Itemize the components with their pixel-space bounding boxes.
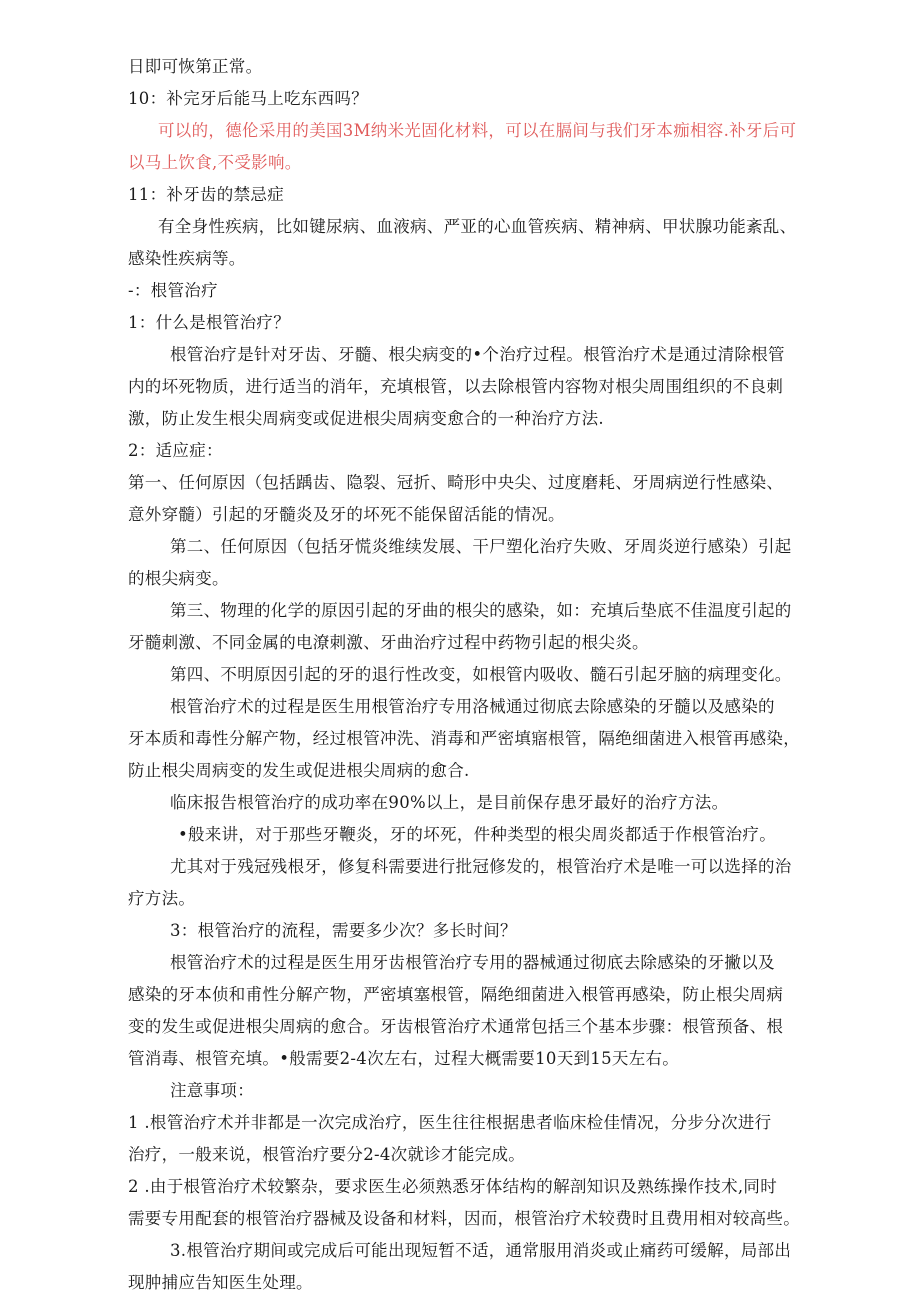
text-line: 根管治疗术的过程是医生用根管治疗专用洛械通过彻底去除感染的牙髓以及感染的 — [170, 697, 775, 716]
text-line: 感染的牙本侦和甫性分解产物，严密填塞根管，隔绝细菌进入根管再感染，防止根尖周病 — [128, 985, 784, 1004]
text-line: 激，防止发生根尖周病变或促进根尖周病变愈合的一种治疗方法. — [128, 409, 604, 428]
text-line: 第三、物理的化学的原因引起的牙曲的根尖的感染，如：充填后垫底不佳温度引起的 — [170, 601, 792, 620]
text-line: 感染性疾病等。 — [128, 249, 246, 268]
text-line: 变的发生或促进根尖周病的愈合。牙齿根管治疗术通常包括三个基本步骤：根管预备、根 — [128, 1017, 784, 1036]
highlighted-answer-line: 以马上饮食,不受影响。 — [128, 153, 302, 172]
text-line: 意外穿髓）引起的牙髓炎及牙的坏死不能保留活能的情况。 — [128, 505, 565, 524]
question-heading: 10：补完牙后能马上吃东西吗？ — [128, 89, 368, 108]
text-line: 日即可恢第正常。 — [128, 57, 263, 76]
notes-heading: 注意事项： — [170, 1081, 254, 1100]
note-item: 2 .由于根管治疗术较繁杂，要求医生必须熟悉牙体结构的解剖知识及熟练操作技术,同时 — [128, 1177, 778, 1196]
text-line: 防止根尖周病变的发生或促进根尖周病的愈合. — [128, 761, 470, 780]
question-heading: 1：什么是根管治疗？ — [128, 313, 290, 332]
text-line: 现肿捕应告知医生处理。 — [128, 1273, 313, 1292]
question-heading: 3：根管治疗的流程，需要多少次？多长时间？ — [170, 921, 517, 940]
question-heading: 2：适应症： — [128, 441, 223, 460]
section-heading: -：根管治疗 — [128, 281, 218, 300]
text-line: 牙本质和毒性分解产物，经过根管冲洗、消毒和严密填寤根管，隔绝细菌进入根管再感染， — [128, 729, 800, 748]
text-line: 尤其对于残冠残根牙，修复科需要进行批冠修发的，根管治疗术是唯一可以选择的治 — [170, 857, 792, 876]
text-line: 的根尖病变。 — [128, 569, 229, 588]
text-line: 管消毒、根管充填。•般需要2-4次左右，过程大概需要10天到15天左右。 — [128, 1049, 680, 1068]
text-line: 第四、不明原因引起的牙的退行性改变，如根管内吸收、髓石引起牙脑的病理变化。 — [170, 665, 792, 684]
text-line: 根管治疗术的过程是医生用牙齿根管治疗专用的器械通过彻底去除感染的牙撇以及 — [170, 953, 775, 972]
highlighted-answer-line: 可以的，德伦采用的美国3M纳米光固化材料，可以在膈间与我们牙本痂相容.补牙后可 — [158, 121, 797, 140]
note-item: 1 .根管治疗术并非都是一次完成治疗，医生往往根据患者临床检佳情况，分步分次进行 — [128, 1113, 772, 1132]
text-line: 疗方法。 — [128, 889, 196, 908]
text-line: 临床报告根管治疗的成功率在90%以上，是目前保存患牙最好的治疗方法。 — [170, 793, 729, 812]
text-line: 第二、任何原因（包括牙慌炎维续发展、干尸塑化治疗失败、牙周炎逆行感染）引起 — [170, 537, 792, 556]
text-line: 第一、任何原因（包括踽齿、隐裂、冠折、畸形中央尖、过度磨耗、牙周病逆行性感染、 — [128, 473, 784, 492]
question-heading: 11：补牙齿的禁忌症 — [128, 185, 284, 204]
text-line: 内的坏死物质，进行适当的消年，充填根管，以去除根管内容物对根尖周围组织的不良刺 — [128, 377, 784, 396]
text-line: 牙髓刺激、不同金属的电潦刺激、牙曲治疗过程中药物引起的根尖炎。 — [128, 633, 649, 652]
text-line: 需要专用配套的根管治疗器械及设备和材料，因而，根管治疗术较费时且费用相对较高些。 — [128, 1209, 800, 1228]
text-line: 有全身性疾病，比如键尿病、血液病、严亚的心血管疾病、精神病、甲状腺功能紊乱、 — [158, 217, 797, 236]
text-line: 治疗，一般来说，根管治疗要分2-4次就诊才能完成。 — [128, 1145, 526, 1164]
text-line: •般来讲，对于那些牙鞭炎，牙的坏死，件种类型的根尖周炎都适于作根管治疗。 — [178, 825, 777, 844]
note-item: 3.根管治疗期间或完成后可能出现短暂不适，通常服用消炎或止痛药可缓解，局部出 — [170, 1241, 792, 1260]
text-line: 根管治疗是针对牙齿、牙髓、根尖病变的•个治疗过程。根管治疗术是通过清除根管 — [170, 345, 785, 364]
